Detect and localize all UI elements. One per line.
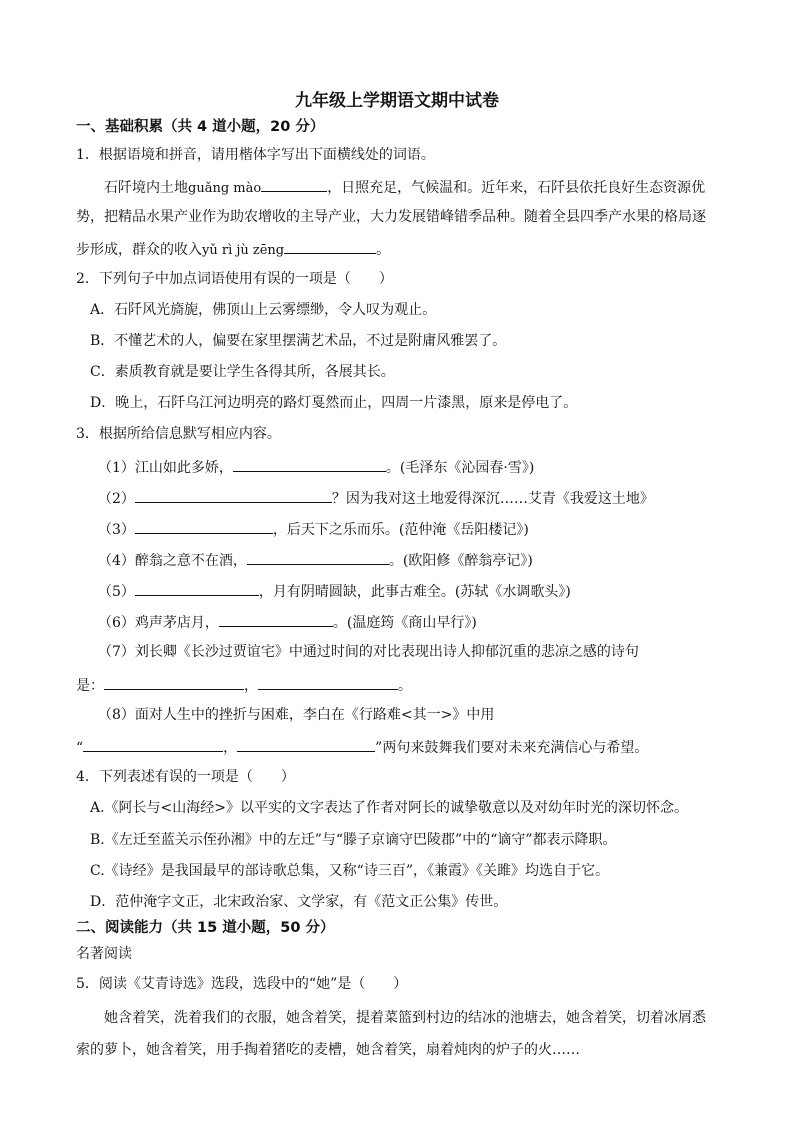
item-text: （1）江山如此多娇， [98,460,233,476]
answer-blank[interactable] [258,674,398,690]
answer-blank[interactable] [247,549,389,565]
subsection-label: 名著阅读 [76,946,132,962]
question-3-item-6 [98,611,477,633]
question-4-option-d[interactable]: D．范仲淹字文正，北宋政治家、文学家，有《范文正公集》传世。 [90,894,508,910]
question-4-prompt: 4．下列表述有误的一项是（ ） [76,769,295,785]
answer-blank[interactable] [135,580,259,596]
q1-text: 。 [376,242,391,258]
item-text: “ [76,740,84,756]
answer-blank[interactable] [284,238,376,254]
answer-blank[interactable] [135,518,273,534]
pinyin-yurijuzeng: yǔ rì jù zēng [202,243,285,258]
answer-blank[interactable] [104,674,244,690]
pinyin-guangmao: guǎng mào [188,181,262,196]
item-text: ？因为我对这土地爱得深沉……艾青《我爱这土地》 [331,491,654,507]
item-text: ， [244,678,258,694]
item-text: 。(温庭筠《商山早行》) [332,615,477,631]
question-2-option-a[interactable]: A．石阡风光旖旎，佛顶山上云雾缥缈，令人叹为观止。 [90,302,437,318]
section-heading-reading: 二、阅读能力（共 15 道小题，50 分） [76,920,335,936]
question-2-option-d[interactable]: D．晚上，石阡乌江河边明亮的路灯戛然而止，四周一片漆黑，原来是停电了。 [90,395,578,411]
question-3-item-5 [98,580,571,602]
question-2-option-c[interactable]: C．素质教育就是要让学生各得其所，各展其长。 [90,364,395,380]
answer-blank[interactable] [219,611,333,627]
question-5-passage-line-1: 她含着笑，洗着我们的衣服，她含着笑，提着菜篮到村边的结冰的池塘去，她含着笑，切着冰屑悉 [104,1010,706,1026]
question-3-item-8: （8）面对人生中的挫折与困难，李白在《行路难<其一>》中用 [98,707,495,723]
answer-blank[interactable] [237,736,375,752]
question-4-option-c[interactable]: C.《诗经》是我国最早的部诗歌总集，又称“诗三百”，《兼霞》《关雎》均选自于它。 [90,863,609,879]
question-3-item-8-answer [76,736,648,758]
question-2-option-b[interactable]: B．不懂艺术的人，偏要在家里摆满艺术品，不过是附庸风雅罢了。 [90,333,507,349]
question-1-paragraph-line-1 [104,176,705,199]
question-4-option-a[interactable]: A.《阿长与<山海经>》以平实的文字表达了作者对阿长的诚挚敬意以及对幼年时光的深切怀念。 [90,800,689,816]
question-1-paragraph-line-2: 势，把精品水果产业作为助农增收的主导产业，大力发展错峰错季品种。随着全县四季产水果的格局逐 [76,209,706,225]
item-text: （3） [98,522,135,538]
question-5-passage-line-2: 索的萝卜，她含着笑，用手掏着猪吃的麦槽，她含着笑，扇着炖肉的炉子的火…… [76,1042,580,1058]
item-text: 。(欧阳修《醉翁亭记》) [388,553,533,569]
answer-blank[interactable] [261,176,327,192]
item-text: ，月有阴晴圆缺，此事古难全。(苏轼《水调歌头》) [258,584,571,600]
question-2-prompt: 2．下列句子中加点词语使用有误的一项是（ ） [76,271,393,287]
answer-blank[interactable] [233,456,386,472]
item-text: 。(毛泽东《沁园春·雪》) [385,460,535,476]
item-text: （5） [98,584,135,600]
question-3-item-3 [98,518,529,540]
item-text: 。 [398,678,412,694]
item-text: 是： [76,678,104,694]
question-1-prompt: 1．根据语境和拼音，请用楷体字写出下面横线处的词语。 [76,147,435,163]
answer-blank[interactable] [83,736,223,752]
question-3-item-1 [98,456,534,478]
question-3-item-2 [98,487,654,509]
section-heading-basics: 一、基础积累（共 4 道小题，20 分） [76,119,325,135]
q1-text: 石阡境内土地 [104,180,188,196]
item-text: ， [223,740,238,756]
question-3-prompt: 3．根据所给信息默写相应内容。 [76,426,281,442]
question-3-item-4 [98,549,533,571]
question-5-prompt: 5．阅读《艾青诗选》选段，选段中的“她”是（ ） [76,976,408,992]
item-text: （6）鸡声茅店月， [98,615,219,631]
item-text: （2） [98,491,135,507]
answer-blank[interactable] [135,487,332,503]
page-title: 九年级上学期语文期中试卷 [295,91,499,111]
q1-text: ，日照充足，气候温和。近年来，石阡县依托良好生态资源优 [327,180,706,196]
question-3-item-7: （7）刘长卿《长沙过贾谊宅》中通过时间的对比表现出诗人抑郁沉重的悲凉之感的诗句 [98,644,639,660]
question-4-option-b[interactable]: B.《左迁至蓝关示侄孙湘》中的左迁”与“滕子京谪守巴陵郡”中的“谪守”都表示降职。 [90,832,617,848]
question-3-item-7-answer [76,674,412,696]
item-text: ”两句来鼓舞我们要对未来充满信心与希望。 [375,740,649,756]
item-text: （4）醉翁之意不在酒， [98,553,247,569]
item-text: ，后天下之乐而乐。(范仲淹《岳阳楼记》) [272,522,529,538]
q1-text: 步形成，群众的收入 [76,242,202,258]
question-1-paragraph-line-3 [76,238,390,261]
